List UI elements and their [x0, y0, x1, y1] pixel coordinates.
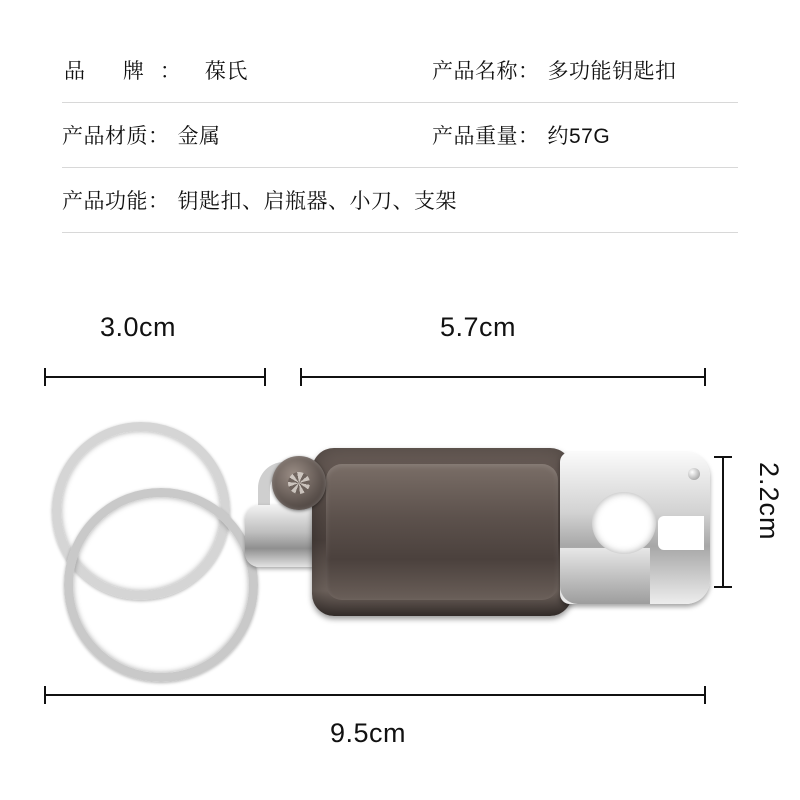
dimension-label-total-length: 9.5cm	[330, 718, 407, 748]
dimension-tick	[704, 368, 706, 386]
spec-cell-brand	[62, 55, 432, 85]
spec-cell-material	[62, 120, 432, 150]
dimension-line-total-length	[44, 694, 706, 696]
spec-label-material: 产品材质：	[62, 125, 170, 148]
dimension-tick	[300, 368, 302, 386]
rivet-icon	[688, 468, 700, 480]
spec-label-features: 产品功能：	[62, 190, 170, 213]
spec-cell-features	[62, 185, 738, 215]
spec-label-product-name: 产品名称：	[432, 60, 540, 83]
dimension-line-body-width	[300, 376, 706, 378]
keychain-main-body	[312, 448, 572, 616]
spec-cell-product-name	[432, 55, 738, 85]
dimension-label-height: 2.2cm	[754, 462, 784, 541]
spec-row	[62, 103, 738, 168]
product-spec-table	[62, 38, 738, 233]
dimension-line-height	[722, 456, 724, 588]
brand-emblem-icon	[272, 456, 326, 510]
dimension-tick	[704, 686, 706, 704]
key-ring-lower	[64, 488, 258, 682]
bottle-opener-notch	[658, 516, 704, 550]
spec-label-brand: 品 牌：	[64, 60, 197, 83]
spec-value-brand: 葆氏	[204, 60, 248, 83]
dimension-label-ring-width: 3.0cm	[100, 312, 177, 342]
spec-row	[62, 38, 738, 103]
product-illustration	[40, 400, 720, 680]
spec-value-features: 钥匙扣、启瓶器、小刀、支架	[177, 190, 457, 213]
dimension-line-ring-width	[44, 376, 266, 378]
knife-blade	[560, 548, 650, 604]
spec-value-material: 金属	[177, 125, 221, 148]
spec-label-weight: 产品重量：	[432, 125, 540, 148]
dimension-tick	[264, 368, 266, 386]
dimension-tick	[44, 686, 46, 704]
spec-row	[62, 168, 738, 233]
dimension-label-body-width: 5.7cm	[440, 312, 517, 342]
bottle-opener-hole	[592, 492, 656, 554]
spec-cell-weight	[432, 120, 738, 150]
product-dimension-diagram	[0, 290, 800, 800]
spec-value-product-name: 多功能钥匙扣	[547, 60, 677, 83]
spec-value-weight: 约57G	[547, 125, 611, 148]
dimension-tick	[44, 368, 46, 386]
